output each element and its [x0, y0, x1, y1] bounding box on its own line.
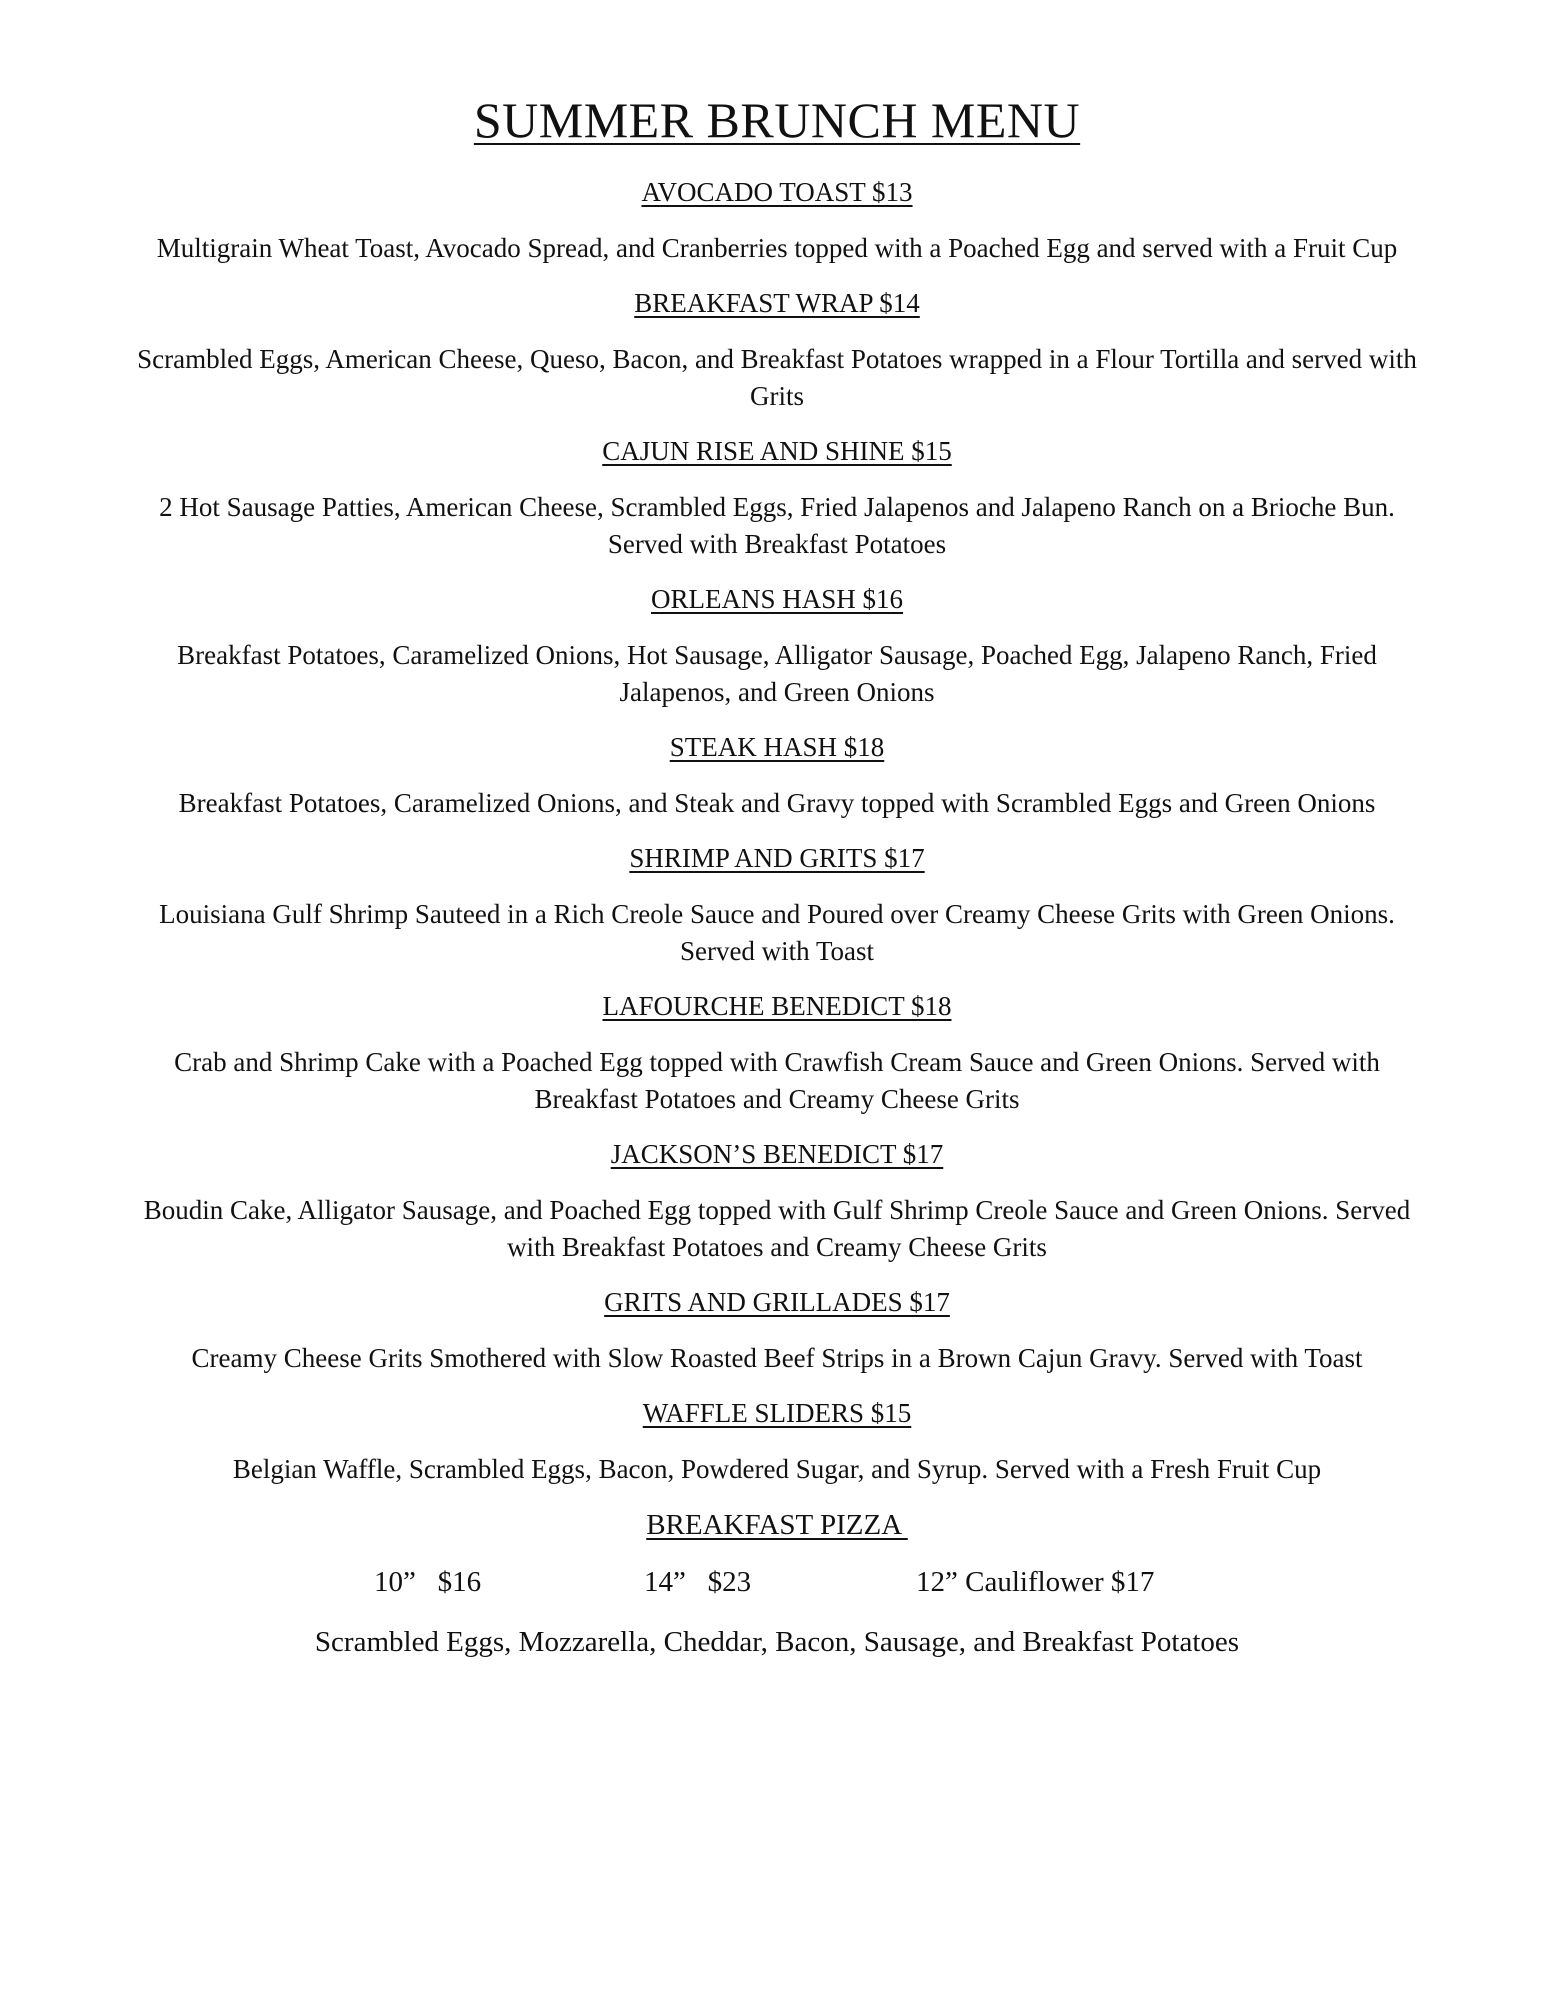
menu-item-heading: STEAK HASH $18: [669, 732, 885, 762]
menu-item-description: Multigrain Wheat Toast, Avocado Spread, and Cranberries topped with a Poached Egg and served with a Fruit Cup: [156, 233, 1398, 263]
menu-item: [120, 581, 1434, 711]
menu-item-description: Scrambled Eggs, American Cheese, Queso, Bacon, and Breakfast Potatoes wrapped in a Flour Tortilla and served with Grits: [137, 344, 1417, 411]
pizza-sizes: [120, 1562, 1434, 1606]
menu-item-description: Creamy Cheese Grits Smothered with Slow Roasted Beef Strips in a Brown Cajun Gravy. Served with Toast: [191, 1343, 1363, 1373]
pizza-size-price: 10” $16: [374, 1566, 482, 1598]
pizza-size-price: 12” Cauliflower $17: [916, 1566, 1155, 1598]
menu-item-description: 2 Hot Sausage Patties, American Cheese, Scrambled Eggs, Fried Jalapenos and Jalapeno Ranch on a Brioche Bun. Served with Breakfast Potatoes: [159, 492, 1395, 559]
pizza-size-price: 14” $23: [644, 1566, 752, 1598]
menu-item-description: Crab and Shrimp Cake with a Poached Egg topped with Crawfish Cream Sauce and Green Onions. Served with Breakfast Potatoes and Creamy Cheese Grits: [174, 1047, 1380, 1114]
page-title: SUMMER BRUNCH MENU: [473, 92, 1081, 148]
menu-item-heading: BREAKFAST WRAP $14: [634, 288, 920, 318]
menu-item-heading: LAFOURCHE BENEDICT $18: [602, 991, 952, 1021]
menu-item-heading: WAFFLE SLIDERS $15: [642, 1398, 912, 1428]
menu-item: [120, 729, 1434, 822]
menu-item: [120, 1136, 1434, 1266]
menu-item-heading: AVOCADO TOAST $13: [641, 177, 913, 207]
menu-item-description: Breakfast Potatoes, Caramelized Onions, Hot Sausage, Alligator Sausage, Poached Egg, Jalapeno Ranch, Fried Jalapenos, and Green Onions: [177, 640, 1377, 707]
pizza-heading: BREAKFAST PIZZA: [646, 1509, 908, 1541]
menu-item-description: Louisiana Gulf Shrimp Sauteed in a Rich Creole Sauce and Poured over Creamy Cheese Grits with Green Onions. Served with Toast: [159, 899, 1395, 966]
menu-item-heading: JACKSON’S BENEDICT $17: [610, 1139, 944, 1169]
menu-item-description: Belgian Waffle, Scrambled Eggs, Bacon, Powdered Sugar, and Syrup. Served with a Fresh Fruit Cup: [232, 1454, 1322, 1484]
menu-item-heading: SHRIMP AND GRITS $17: [629, 843, 925, 873]
menu-item: [120, 174, 1434, 267]
menu-item: [120, 285, 1434, 415]
pizza-section: [120, 1506, 1434, 1662]
menu-item: [120, 1395, 1434, 1488]
menu-item: [120, 433, 1434, 563]
menu-item-heading: CAJUN RISE AND SHINE $15: [602, 436, 952, 466]
menu-item: [120, 1284, 1434, 1377]
menu-item: [120, 840, 1434, 970]
pizza-description: Scrambled Eggs, Mozzarella, Cheddar, Bacon, Sausage, and Breakfast Potatoes: [314, 1626, 1240, 1658]
menu-item-description: Breakfast Potatoes, Caramelized Onions, and Steak and Gravy topped with Scrambled Eggs and Green Onions: [178, 788, 1376, 818]
menu-item-heading: GRITS AND GRILLADES $17: [604, 1287, 950, 1317]
menu-items: [120, 174, 1434, 1662]
menu-item-description: Boudin Cake, Alligator Sausage, and Poached Egg topped with Gulf Shrimp Creole Sauce and Green Onions. Served with Breakfast Potatoes and Creamy Cheese Grits: [143, 1195, 1411, 1262]
menu-item: [120, 988, 1434, 1118]
menu-item-heading: ORLEANS HASH $16: [650, 584, 904, 614]
